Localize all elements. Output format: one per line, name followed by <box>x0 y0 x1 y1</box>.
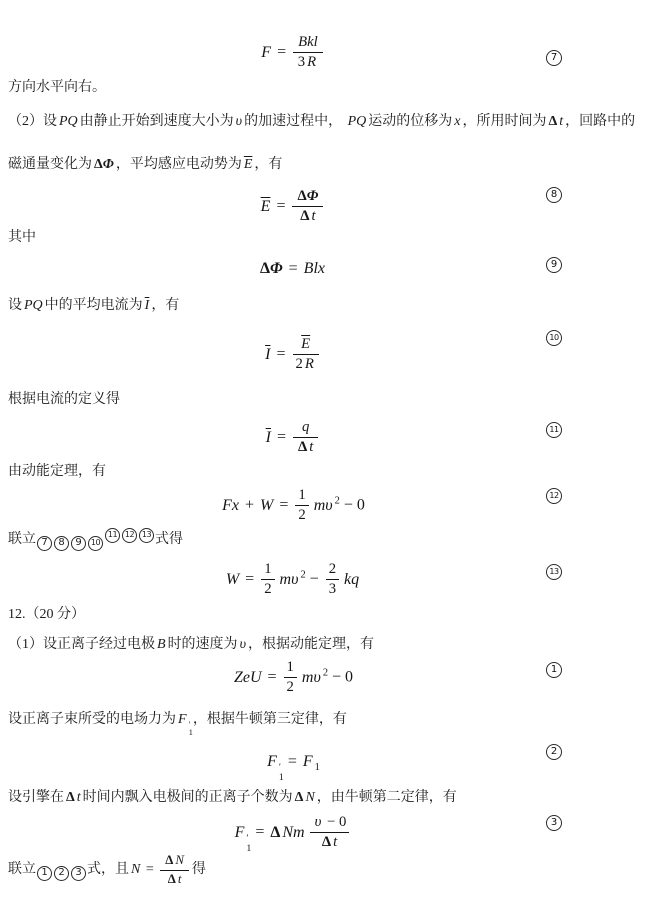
formula-3: F ′ 1 = Δ Nm $\frac{\upsilon - 0}{\text{Δ t}}$ <box>0 815 585 853</box>
circled-2-label: 2 <box>546 744 562 760</box>
formula-12: Fx + W = $\frac{1}{2}$ mυ $^2$ − 0 <box>222 487 365 524</box>
formula-1: ZeU = $\frac{1}{2}$ mυ $^2$ − 0 <box>233 659 354 696</box>
formula-9: ΔΦ = Blx <box>259 260 325 277</box>
formula-7: F = $\frac{\text{Bkl}}{3 R}$ <box>0 35 585 71</box>
circled-11-label: 11 <box>546 422 562 438</box>
paragraph-question-12-header: 12.（20 分） <box>8 607 85 622</box>
paragraph-current-def: 根据电流的定义得 <box>8 392 120 407</box>
paragraph-combine-1-3: 联立 1 2 3 式，且 N = $\frac{\text{Δ N}}{\text{Δ t}}$ 得 <box>8 853 206 886</box>
circled-12-label: 12 <box>546 488 562 504</box>
equation-number-9 <box>546 252 562 268</box>
formula-13: W = $\frac{1}{2}$ mυ $^2$ − $\frac{2}{3}$ kq <box>225 561 360 598</box>
formula-8: $\overline{E}$ = $\frac{\Delta\Phi}{\text{Δ t}}$ <box>0 189 585 225</box>
paragraph-field-force: 设正离子束所受的电场力为 F ′ 1 ，根据牛顿第三定律，有 <box>8 712 347 738</box>
circled-3-label: 3 <box>546 815 562 831</box>
paragraph-q12-part1: （1）设正离子经过电极 B 时的速度为 υ ，根据动能定理，有 <box>8 637 374 652</box>
formula-10: $\overline{I}$ = $\frac{\overline{E}}{2 R}$ <box>0 337 585 373</box>
circled-13-label: 13 <box>546 564 562 580</box>
equation-number-11 <box>546 417 562 433</box>
formula-11: $\overline{I}$ = $\frac{q}{\text{Δ t}}$ <box>0 420 585 456</box>
equation-number-1 <box>546 657 562 673</box>
paragraph-combine-7-13: 联立 7 8 9 1011 12 13 式得 <box>8 530 644 551</box>
equation-number-7 <box>546 45 562 61</box>
equation-number-10 <box>546 325 562 341</box>
circled-8-label: 8 <box>546 187 562 203</box>
circled-7-label: 7 <box>546 50 562 66</box>
equation-number-3 <box>546 810 562 826</box>
paragraph-among: 其中 <box>8 230 36 245</box>
equation-number-8 <box>546 182 562 198</box>
circled-1-label: 1 <box>546 662 562 678</box>
paragraph-direction: 方向水平向右。 <box>8 80 106 95</box>
paragraph-work-energy: 由动能定理，有 <box>8 464 106 479</box>
equation-number-2 <box>546 739 562 755</box>
paragraph-flux-change: 磁通量变化为 ΔΦ ，平均感应电动势为 $\overline{E}$ ，有 <box>8 157 283 172</box>
equation-number-13 <box>546 559 562 575</box>
paragraph-avg-current: 设 PQ 中的平均电流为 $\overline{I}$ ，有 <box>8 298 180 313</box>
paragraph-part2-setup: （2）设 PQ 由静止开始到速度大小为 υ 的加速过程中， PQ 运动的位移为 x ，所用时间为 Δ t ，回路中的 <box>8 114 636 129</box>
formula-2: F ′ 1 = F $_1$ <box>267 753 320 783</box>
paragraph-engine: 设引擎在 Δ t 时间内飘入电极间的正离子个数为 Δ N ，由牛顿第二定律，有 <box>8 790 457 805</box>
equation-number-12 <box>546 483 562 499</box>
circled-9-label: 9 <box>546 257 562 273</box>
circled-10-label: 10 <box>546 330 562 346</box>
